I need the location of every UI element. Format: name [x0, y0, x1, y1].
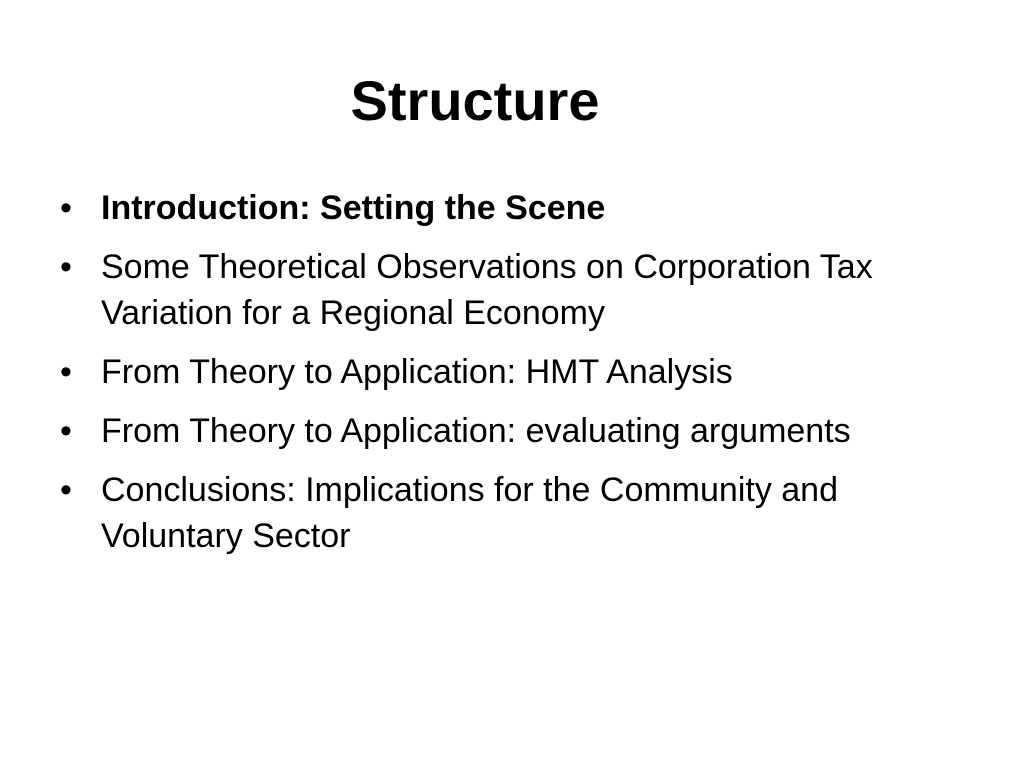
bullet-item-evaluating-arguments	[60, 408, 960, 454]
bullet-text: Conclusions: Implications for the Community and Voluntary Sector	[101, 471, 838, 555]
bullet-text: Introduction: Setting the Scene	[101, 189, 606, 227]
bullet-marker: •	[60, 353, 72, 391]
bullet-marker: •	[60, 248, 72, 286]
bullet-marker: •	[60, 412, 72, 450]
bullet-item-hmt-analysis	[60, 349, 960, 395]
bullet-item-introduction	[60, 185, 960, 231]
slide-title: Structure	[350, 69, 600, 132]
bullet-text: From Theory to Application: HMT Analysis	[101, 353, 733, 391]
bullet-item-conclusions	[60, 467, 960, 559]
bullet-text: Some Theoretical Observations on Corporation Tax Variation for a Regional Economy	[101, 248, 873, 332]
bullet-marker: •	[60, 189, 72, 227]
bullet-list	[60, 185, 960, 572]
bullet-marker: •	[60, 471, 72, 509]
bullet-item-theoretical-observations	[60, 244, 960, 336]
bullet-text: From Theory to Application: evaluating arguments	[101, 412, 851, 450]
